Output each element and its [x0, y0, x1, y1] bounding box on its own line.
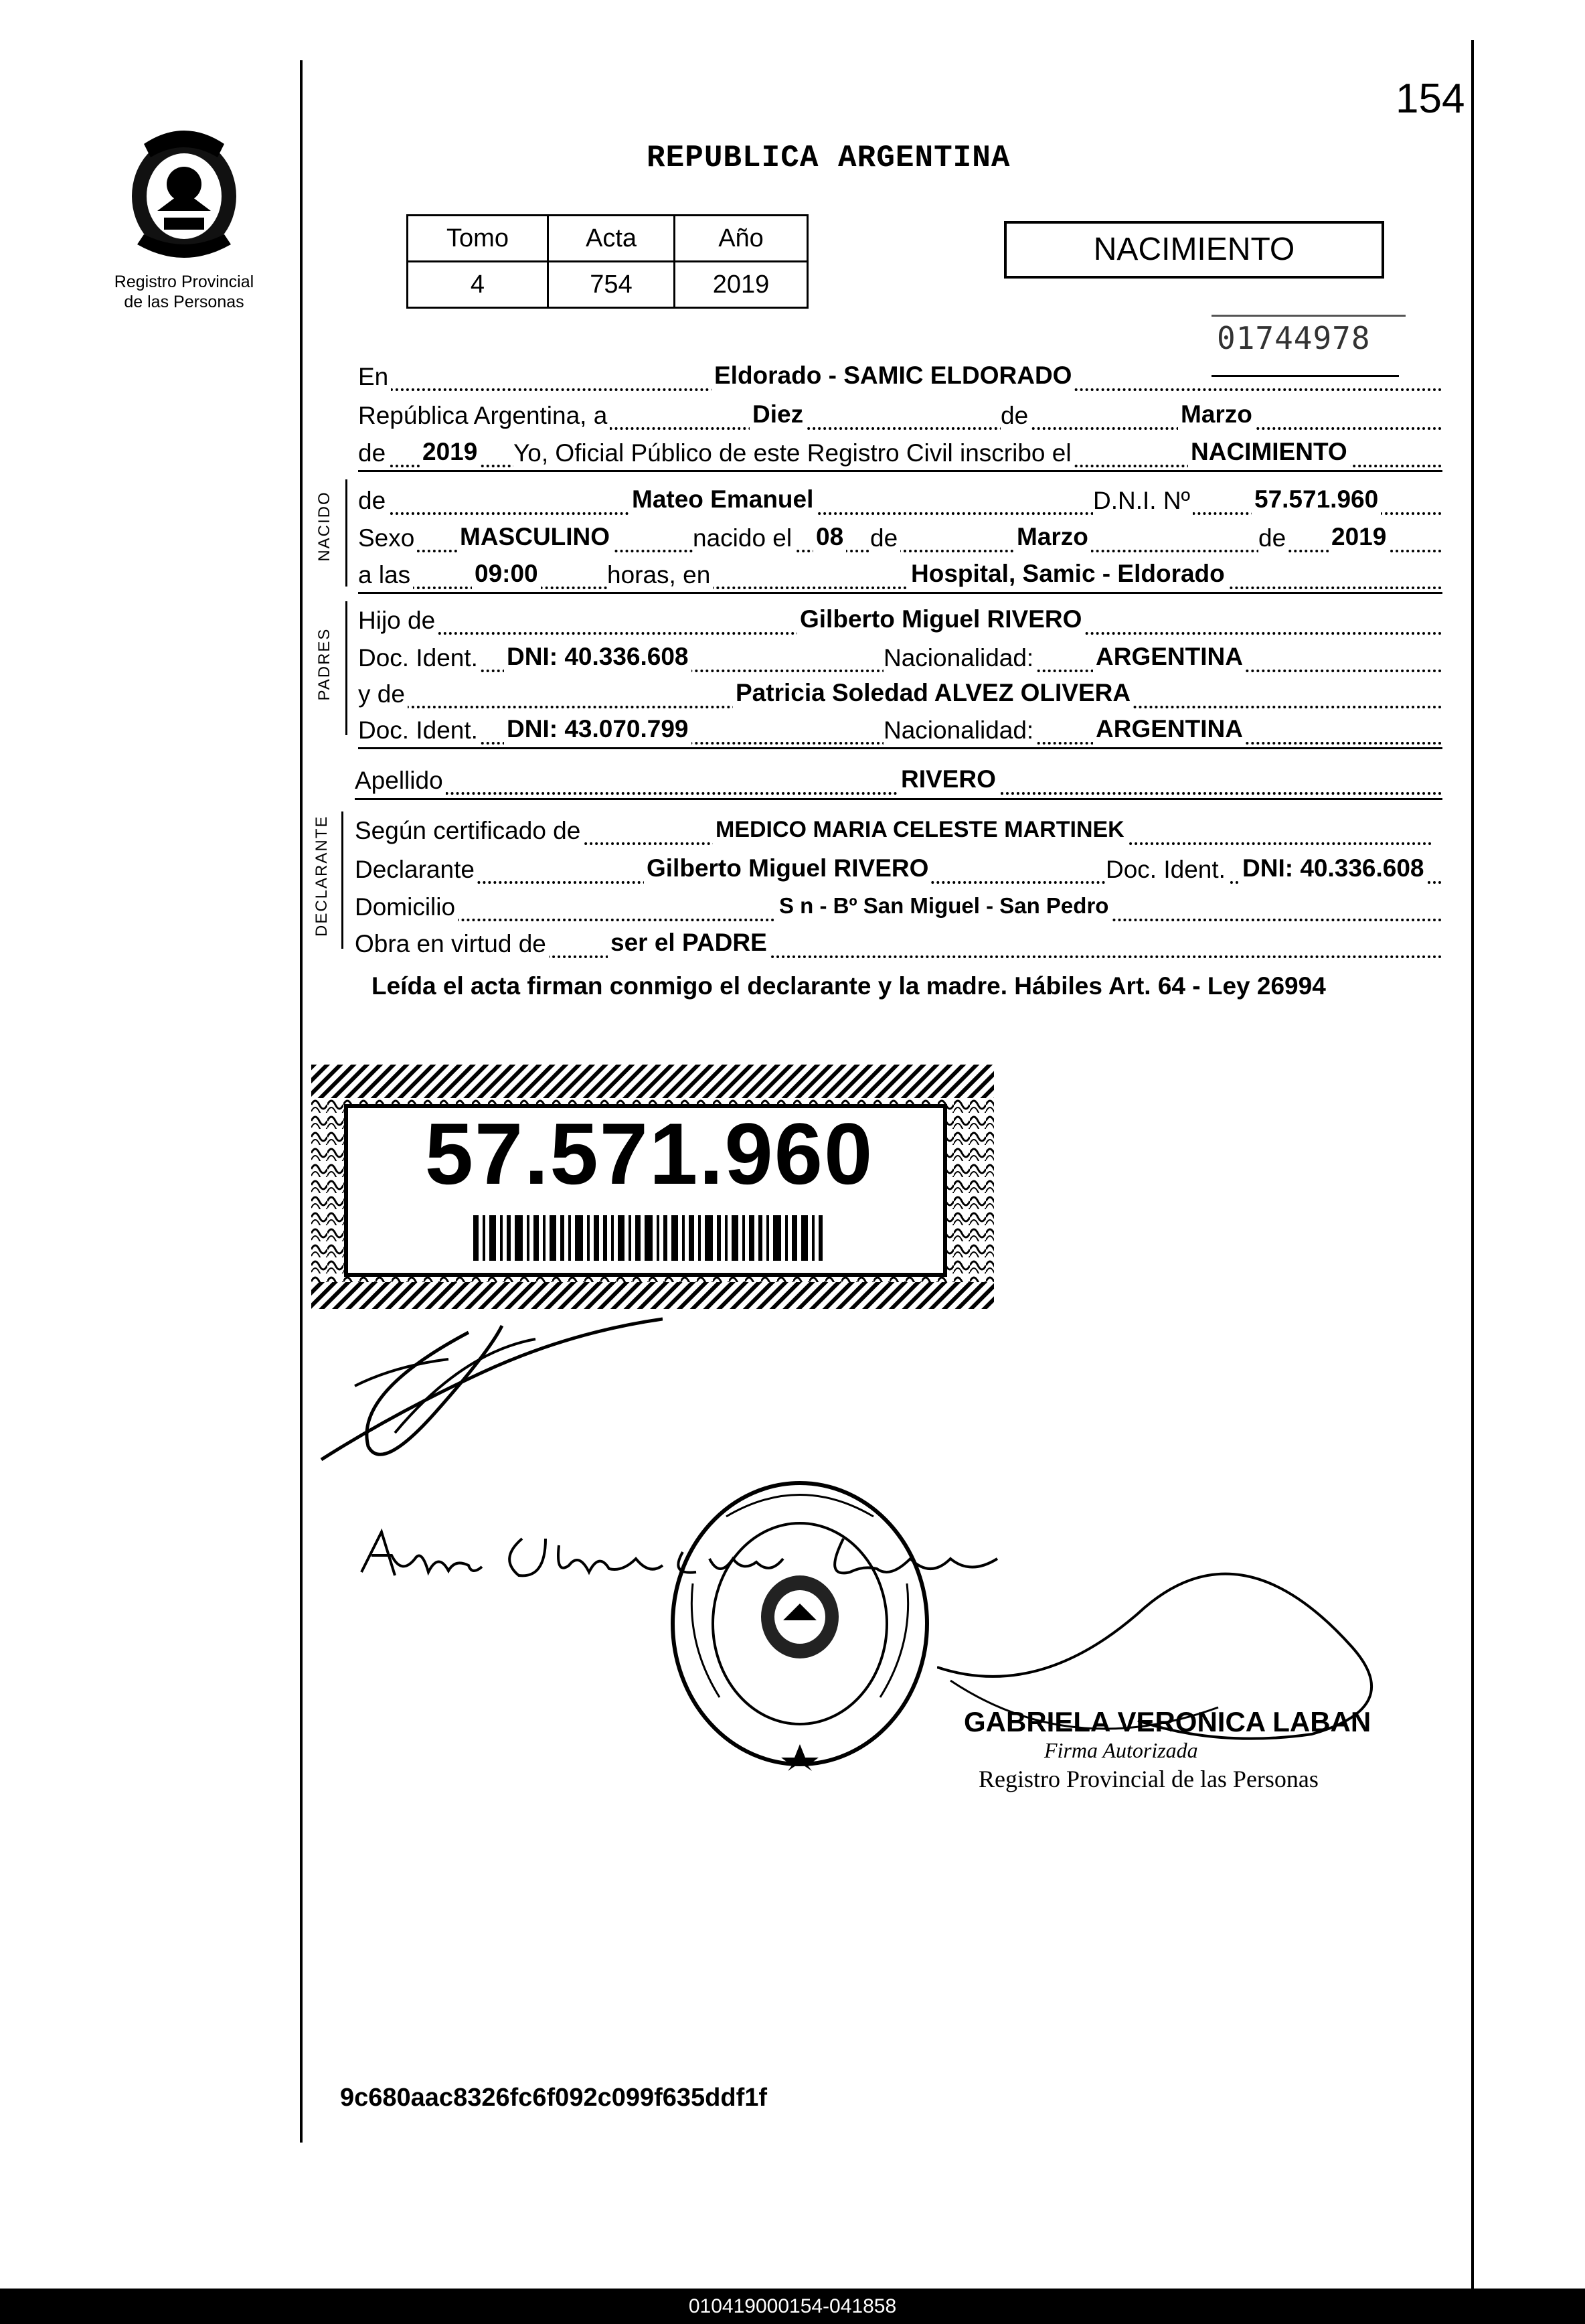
birth-day-value: 08 — [813, 520, 846, 554]
child-name-value: Mateo Emanuel — [629, 483, 816, 516]
signatory-organization: Registro Provincial de las Personas — [979, 1766, 1319, 1792]
declarante-name-value: Gilberto Miguel RIVERO — [644, 852, 931, 885]
line-republica: República Argentina, a Diez de Marzo — [358, 394, 1442, 430]
inscribe-value: NACIMIENTO — [1188, 435, 1350, 469]
month-value: Marzo — [1178, 398, 1255, 431]
reference-table — [406, 214, 809, 309]
line-en: En Eldorado - SAMIC ELDORADO — [358, 355, 1442, 391]
declarante-doc-value: DNI: 40.336.608 — [1240, 852, 1427, 885]
section-rule — [358, 747, 1442, 749]
official-seal-icon — [666, 1476, 934, 1771]
birth-year-value: 2019 — [1329, 520, 1389, 554]
act-type-box: NACIMIENTO — [1004, 221, 1384, 279]
tomo-value: 4 — [408, 262, 548, 308]
line-y-de: y de Patricia Soledad ALVEZ OLIVERA — [358, 672, 1442, 708]
acta-header: Acta — [548, 216, 675, 262]
line-nacido-name: de Mateo Emanuel D.N.I. Nº 57.571.960 — [358, 479, 1442, 515]
surname-value: RIVERO — [898, 763, 999, 796]
mother-nationality-value: ARGENTINA — [1093, 712, 1246, 746]
father-doc-value: DNI: 40.336.608 — [504, 640, 691, 674]
document-hash: 9c680aac8326fc6f092c099f635ddf1f — [340, 2084, 768, 2112]
line-hijo-de: Hijo de Gilberto Miguel RIVERO — [358, 599, 1442, 635]
padres-section-label: PADRES — [315, 627, 333, 701]
sex-value: MASCULINO — [457, 520, 612, 554]
signatory-name: GABRIELA VERONICA LABAN — [964, 1706, 1371, 1737]
nacido-bar — [345, 479, 347, 587]
registry-caption: Registro Provincial de las Personas — [114, 273, 254, 311]
line-apellido: Apellido RIVERO — [355, 759, 1442, 795]
padres-bar — [345, 601, 347, 735]
coat-of-arms-icon — [117, 117, 251, 268]
nacido-section-label: NACIDO — [315, 491, 333, 562]
tomo-header: Tomo — [408, 216, 548, 262]
birth-place-value: Hospital, Samic - Eldorado — [908, 557, 1228, 591]
right-margin-line — [1471, 40, 1474, 2303]
serial-rule — [1212, 315, 1406, 317]
father-name-value: Gilberto Miguel RIVERO — [797, 603, 1084, 636]
child-dni-value: 57.571.960 — [1252, 483, 1381, 516]
legal-text: Leída el acta firman conmigo el declarante y la madre. Hábiles Art. 64 - Ley 26994 — [371, 972, 1326, 1000]
domicilio-value: S n - Bº San Miguel - San Pedro — [776, 889, 1111, 923]
declarante-bar — [341, 811, 343, 949]
line-a-las: a las 09:00 horas, en Hospital, Samic - Eldorado — [358, 553, 1442, 589]
birth-month-value: Marzo — [1014, 520, 1091, 554]
line-mother-doc: Doc. Ident. DNI: 43.070.799 Nacionalidad: ARGENTINA — [358, 708, 1442, 745]
day-value: Diez — [750, 398, 806, 431]
place-value: Eldorado - SAMIC ELDORADO — [712, 359, 1074, 392]
section-rule — [358, 470, 1442, 472]
line-sexo: Sexo MASCULINO nacido el 08 de Marzo de 2019 — [358, 516, 1442, 552]
mother-name-value: Patricia Soledad ALVEZ OLIVERA — [733, 676, 1133, 710]
line-certificado: Según certificado de MEDICO MARIA CELESTE MARTINEK — [355, 809, 1432, 845]
country-title: REPUBLICA ARGENTINA — [647, 141, 1011, 175]
line-father-doc: Doc. Ident. DNI: 40.336.608 Nacionalidad: ARGENTINA — [358, 636, 1442, 672]
birth-time-value: 09:00 — [472, 557, 541, 591]
declarant-signature — [315, 1312, 663, 1473]
line-declarante: Declarante Gilberto Miguel RIVERO Doc. Ident. DNI: 40.336.608 — [355, 848, 1442, 884]
section-rule — [355, 798, 1442, 800]
left-margin-line — [300, 60, 303, 2143]
father-nationality-value: ARGENTINA — [1093, 640, 1246, 674]
declarante-section-label: DECLARANTE — [313, 815, 331, 937]
line-obra: Obra en virtud de ser el PADRE — [355, 922, 1442, 958]
obra-value: ser el PADRE — [608, 926, 770, 959]
section-rule — [358, 592, 1442, 594]
year-value: 2019 — [420, 435, 480, 469]
mother-doc-value: DNI: 43.070.799 — [504, 712, 691, 746]
signatory-role: Firma Autorizada — [1044, 1738, 1198, 1762]
anio-value: 2019 — [675, 262, 808, 308]
footer-code: 010419000154-041858 — [0, 2289, 1585, 2324]
line-year: de 2019 Yo, Oficial Público de este Registro Civil inscribo el NACIMIENTO — [358, 431, 1442, 467]
anio-header: Año — [675, 216, 808, 262]
serial-number: 01744978 — [1217, 320, 1371, 356]
page-number: 154 — [1396, 76, 1465, 122]
acta-value: 754 — [548, 262, 675, 308]
certificado-value: MEDICO MARIA CELESTE MARTINEK — [713, 813, 1127, 846]
line-domicilio: Domicilio S n - Bº San Miguel - San Pedro — [355, 885, 1442, 921]
dni-stamp-number: 57.571.960 — [424, 1105, 874, 1203]
